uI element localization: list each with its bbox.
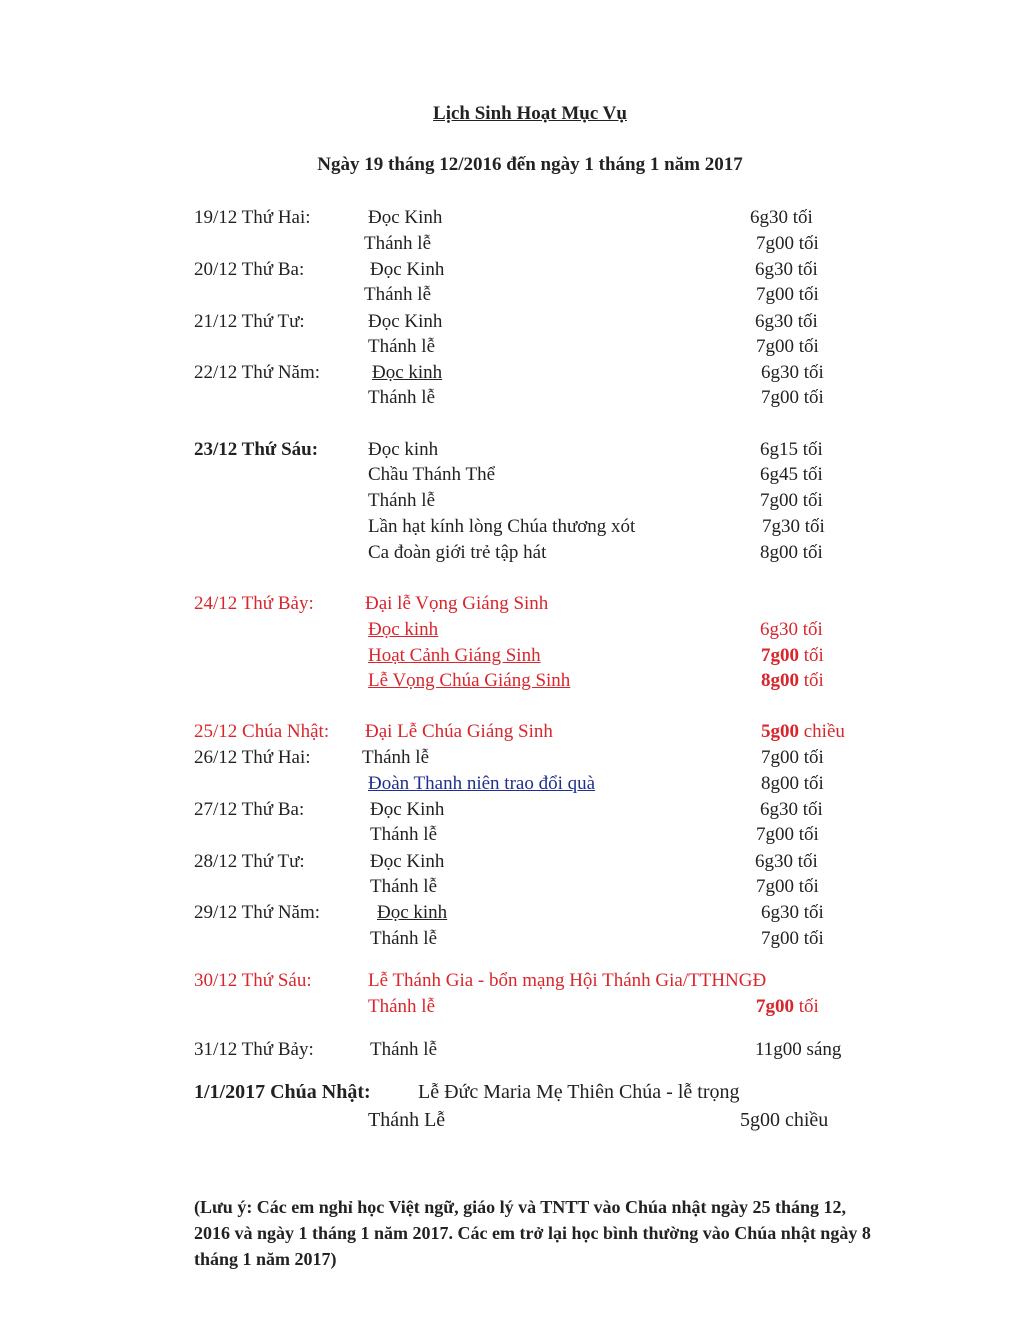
time-label: 6g30 tối [755,851,818,872]
time-label: 7g00 tối [756,233,819,254]
time-label: 7g00 tối [756,996,819,1017]
schedule-row [0,386,1020,412]
schedule-row [0,772,1020,798]
time-label: 7g00 tối [756,336,819,357]
activity-label: Đọc Kinh [368,311,443,332]
time-label: 7g00 tối [760,490,823,511]
activity-label: Lễ Thánh Gia - bổn mạng Hội Thánh Gia/TTHNGĐ [368,970,767,991]
day-label: 25/12 Chúa Nhật: [194,721,330,742]
activity-label: Thánh lễ [368,996,436,1017]
activity-label: Đọc Kinh [370,799,445,820]
time-label: 6g30 tối [755,259,818,280]
time-label: 11g00 sáng [755,1039,842,1060]
schedule-row [0,798,1020,824]
time-label: 6g15 tối [760,439,823,460]
activity-label: Thánh lễ [364,233,432,254]
activity-label: Đọc Kinh [368,207,443,228]
activity-label: Thánh lễ [362,747,430,768]
schedule-row [0,669,1020,695]
schedule-row [0,463,1020,489]
schedule-row [0,995,1020,1021]
activity-label: Thánh Lễ [368,1109,446,1131]
time-label: 8g00 tối [761,670,824,691]
activity-label: Đọc Kinh [370,259,445,280]
day-label: 21/12 Thứ Tư: [194,311,305,332]
time-label: 7g00 tối [761,645,824,666]
activity-label: Thánh lễ [370,876,438,897]
activity-link: Đoàn Thanh niên trao đổi quà [368,773,596,794]
activity-label: Đọc Kinh [370,851,445,872]
day-label: 27/12 Thứ Ba: [194,799,305,820]
time-label: 7g00 tối [761,387,824,408]
schedule-row [0,927,1020,953]
activity-label: Đọc kinh [377,902,448,923]
day-label: 28/12 Thứ Tư: [194,851,305,872]
schedule-row [0,1108,1020,1134]
schedule-row [0,541,1020,567]
day-label: 19/12 Thứ Hai: [194,207,311,228]
page-title: Lịch Sinh Hoạt Mục Vụ [433,103,627,124]
day-label: 31/12 Thứ Bảy: [194,1039,314,1060]
schedule-row [0,592,1020,618]
schedule-row [0,310,1020,336]
page-subtitle: Ngày 19 tháng 12/2016 đến ngày 1 tháng 1 năm 2017 [317,154,743,175]
time-label: 6g30 tối [761,362,824,383]
schedule-row [0,746,1020,772]
schedule-row [0,644,1020,670]
activity-label: Thánh lễ [370,928,438,949]
time-label: 6g45 tối [760,464,823,485]
activity-label: Thánh lễ [368,490,436,511]
day-label: 22/12 Thứ Năm: [194,362,321,383]
day-label: 23/12 Thứ Sáu: [194,439,319,460]
activity-label: Thánh lễ [368,336,436,357]
activity-label: Đại lễ Vọng Giáng Sinh [365,593,549,614]
activity-label: Đại Lễ Chúa Giáng Sinh [365,721,553,742]
schedule-row [0,206,1020,232]
day-label: 20/12 Thứ Ba: [194,259,305,280]
time-label: 6g30 tối [750,207,813,228]
activity-label: Lễ Đức Maria Mẹ Thiên Chúa - lễ trọng [418,1081,740,1103]
schedule-row [0,875,1020,901]
schedule-row [0,1038,1020,1064]
schedule-row [0,720,1020,746]
time-label: 8g00 tối [760,542,823,563]
schedule-row [0,489,1020,515]
day-label: 24/12 Thứ Bảy: [194,593,314,614]
day-label: 30/12 Thứ Sáu: [194,970,312,991]
schedule-row [0,850,1020,876]
schedule-row [0,232,1020,258]
schedule-row [0,969,1020,995]
time-label: 7g00 tối [756,284,819,305]
activity-label: Chầu Thánh Thể [368,464,495,485]
activity-label: Thánh lễ [370,1039,438,1060]
schedule-row [0,283,1020,309]
time-label: 7g00 tối [761,928,824,949]
schedule-row [0,258,1020,284]
day-label: 1/1/2017 Chúa Nhật: [194,1081,371,1103]
schedule-row [0,361,1020,387]
day-label: 26/12 Thứ Hai: [194,747,311,768]
schedule-row [0,1080,1020,1106]
schedule-row [0,515,1020,541]
time-label: 6g30 tối [760,619,823,640]
activity-label: Lễ Vọng Chúa Giáng Sinh [368,670,571,691]
time-label: 5g00 chiều [740,1109,829,1131]
schedule-row [0,901,1020,927]
day-label: 29/12 Thứ Năm: [194,902,321,923]
activity-label: Ca đoàn giới trẻ tập hát [368,542,547,563]
time-label: 6g30 tối [755,311,818,332]
time-label: 7g00 tối [756,824,819,845]
time-label: 6g30 tối [760,799,823,820]
activity-label: Thánh lễ [368,387,436,408]
activity-label: Lần hạt kính lòng Chúa thương xót [368,516,636,537]
activity-label: Đọc kinh [368,439,439,460]
note-paragraph: (Lưu ý: Các em nghỉ học Việt ngữ, giáo lý và TNTT vào Chúa nhật ngày 25 tháng 12, 2016 và ngày 1 tháng 1 năm 2017. Các em trở lại học bình thường vào Chúa nhật ngày 8 tháng 1 năm 2017) [194,1197,871,1269]
activity-label: Đọc kinh [372,362,443,383]
time-label: 8g00 tối [761,773,824,794]
activity-label: Thánh lễ [370,824,438,845]
time-label: 5g00 chiều [761,721,845,742]
schedule-row [0,335,1020,361]
time-label: 7g00 tối [761,747,824,768]
schedule-row [0,823,1020,849]
schedule-row [0,438,1020,464]
activity-label: Hoạt Cảnh Giáng Sinh [368,645,541,666]
time-label: 7g30 tối [762,516,825,537]
schedule-row [0,618,1020,644]
activity-label: Đọc kinh [368,619,439,640]
activity-label: Thánh lễ [364,284,432,305]
time-label: 7g00 tối [756,876,819,897]
time-label: 6g30 tối [761,902,824,923]
